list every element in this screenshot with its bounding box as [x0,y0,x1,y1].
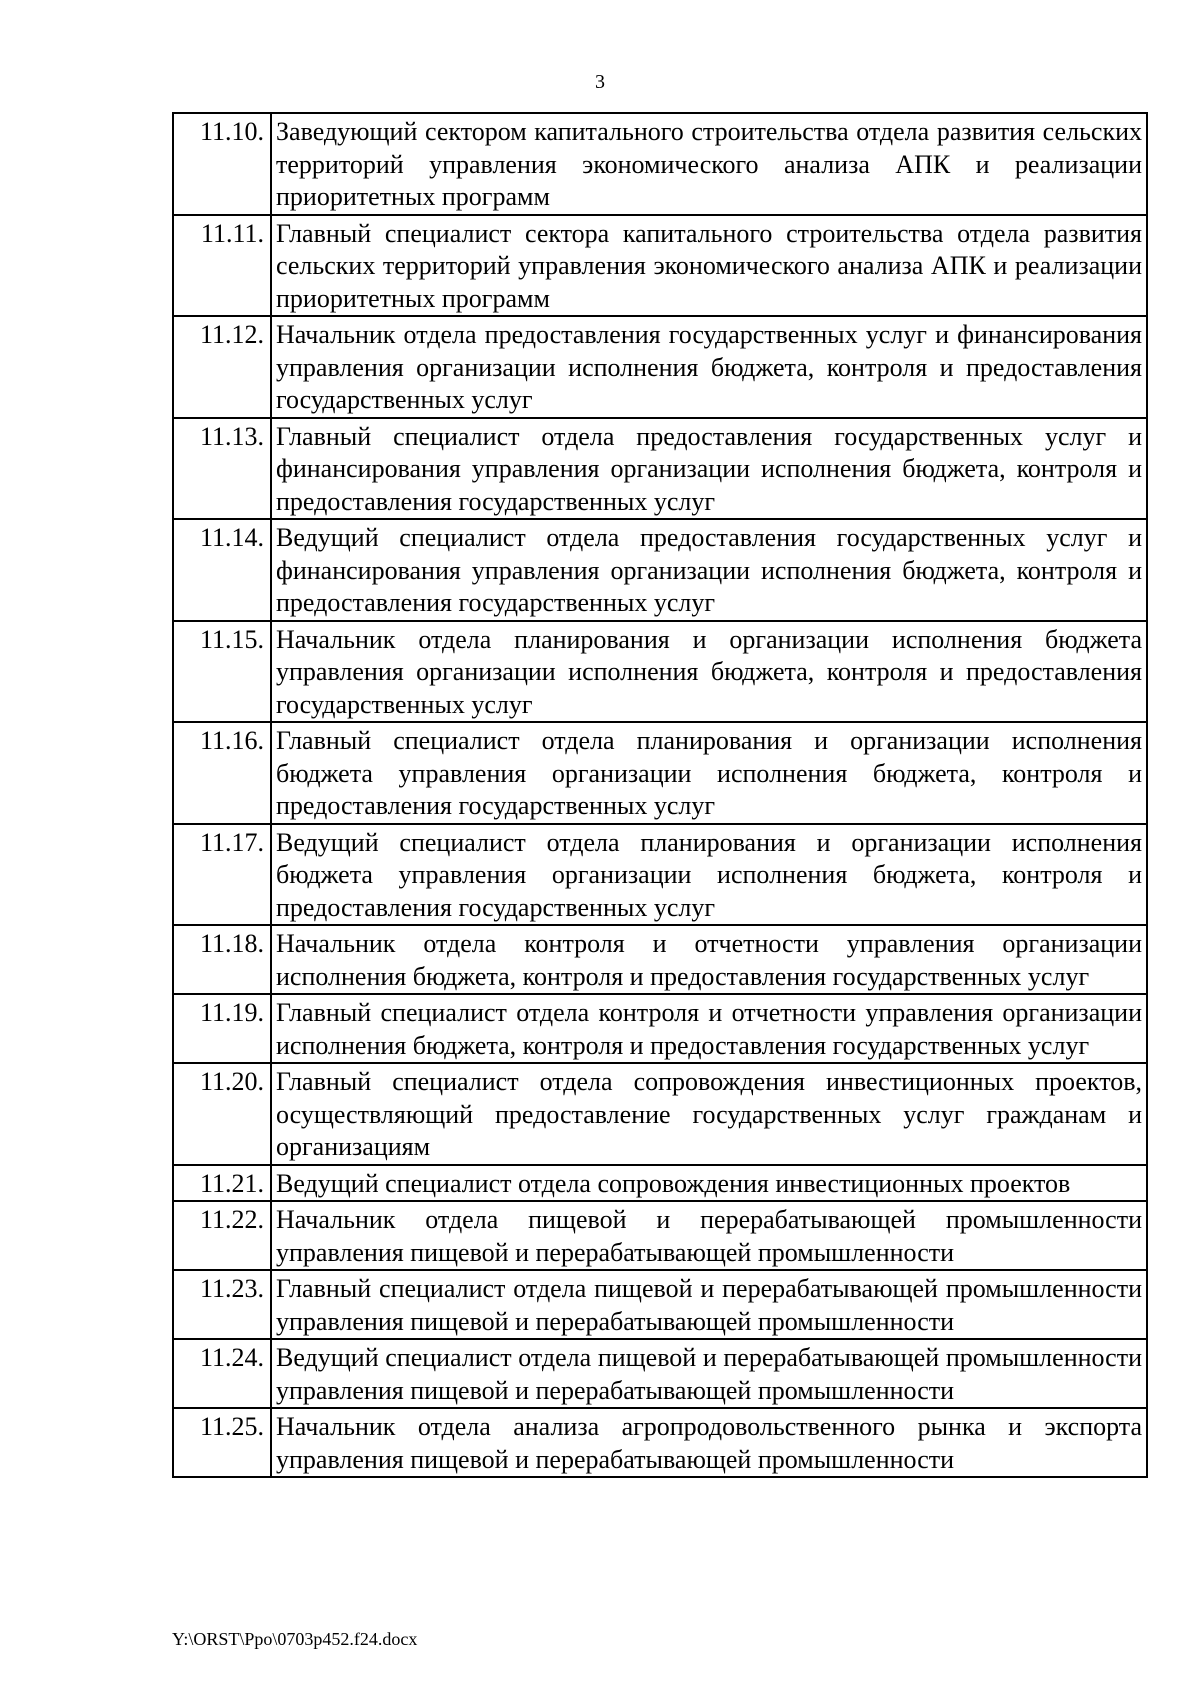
row-number: 11.10. [173,113,271,215]
row-number: 11.23. [173,1270,271,1339]
page-number: 3 [595,71,605,93]
row-number: 11.18. [173,925,271,994]
row-text: Главный специалист отдела планирования и организации исполнения бюджета управления организации исполнения бюджета, контроля и предоставления государственных услуг [271,722,1147,824]
table-row [173,1063,1147,1165]
row-number: 11.11. [173,215,271,317]
table-row [173,1408,1147,1477]
row-number: 11.21. [173,1165,271,1202]
row-text: Главный специалист отдела сопровождения инвестиционных проектов, осуществляющий предоставление государственных услуг гражданам и организациям [271,1063,1147,1165]
row-text: Ведущий специалист отдела планирования и организации исполнения бюджета управления организации исполнения бюджета, контроля и предоставления государственных услуг [271,824,1147,926]
row-number: 11.22. [173,1201,271,1270]
table-row [173,1165,1147,1202]
row-text: Начальник отдела планирования и организации исполнения бюджета управления организации исполнения бюджета, контроля и предоставления государственных услуг [271,621,1147,723]
table-row [173,925,1147,994]
row-number: 11.16. [173,722,271,824]
table-row [173,1201,1147,1270]
row-text: Ведущий специалист отдела пищевой и перерабатывающей промышленности управления пищевой и перерабатывающей промышленности [271,1339,1147,1408]
row-text: Главный специалист отдела контроля и отчетности управления организации исполнения бюджета, контроля и предоставления государственных услуг [271,994,1147,1063]
table-row [173,113,1147,215]
row-number: 11.25. [173,1408,271,1477]
row-text: Ведущий специалист отдела предоставления государственных услуг и финансирования управления организации исполнения бюджета, контроля и предоставления государственных услуг [271,519,1147,621]
positions-table-body [173,113,1147,1477]
table-row [173,722,1147,824]
table-row [173,215,1147,317]
row-text: Начальник отдела пищевой и перерабатывающей промышленности управления пищевой и перерабатывающей промышленности [271,1201,1147,1270]
row-number: 11.15. [173,621,271,723]
table-row [173,994,1147,1063]
row-number: 11.14. [173,519,271,621]
row-text: Заведующий сектором капитального строительства отдела развития сельских территорий управления экономического анализа АПК и реализации приоритетных программ [271,113,1147,215]
table-row [173,621,1147,723]
row-number: 11.17. [173,824,271,926]
table-row [173,1270,1147,1339]
row-text: Главный специалист отдела пищевой и перерабатывающей промышленности управления пищевой и перерабатывающей промышленности [271,1270,1147,1339]
row-number: 11.13. [173,418,271,520]
table-row [173,519,1147,621]
row-number: 11.19. [173,994,271,1063]
row-text: Главный специалист отдела предоставления государственных услуг и финансирования управления организации исполнения бюджета, контроля и предоставления государственных услуг [271,418,1147,520]
table-row [173,824,1147,926]
row-number: 11.24. [173,1339,271,1408]
row-text: Ведущий специалист отдела сопровождения инвестиционных проектов [271,1165,1147,1202]
table-row [173,418,1147,520]
row-number: 11.12. [173,316,271,418]
row-number: 11.20. [173,1063,271,1165]
table-row [173,316,1147,418]
row-text: Начальник отдела контроля и отчетности управления организации исполнения бюджета, контроля и предоставления государственных услуг [271,925,1147,994]
table-row [173,1339,1147,1408]
row-text: Начальник отдела анализа агропродовольственного рынка и экспорта управления пищевой и перерабатывающей промышленности [271,1408,1147,1477]
row-text: Главный специалист сектора капитального строительства отдела развития сельских территорий управления экономического анализа АПК и реализации приоритетных программ [271,215,1147,317]
row-text: Начальник отдела предоставления государственных услуг и финансирования управления организации исполнения бюджета, контроля и предоставления государственных услуг [271,316,1147,418]
positions-table [172,112,1148,1478]
footer-file-path: Y:\ORST\Ppo\0703p452.f24.docx [172,1629,418,1649]
